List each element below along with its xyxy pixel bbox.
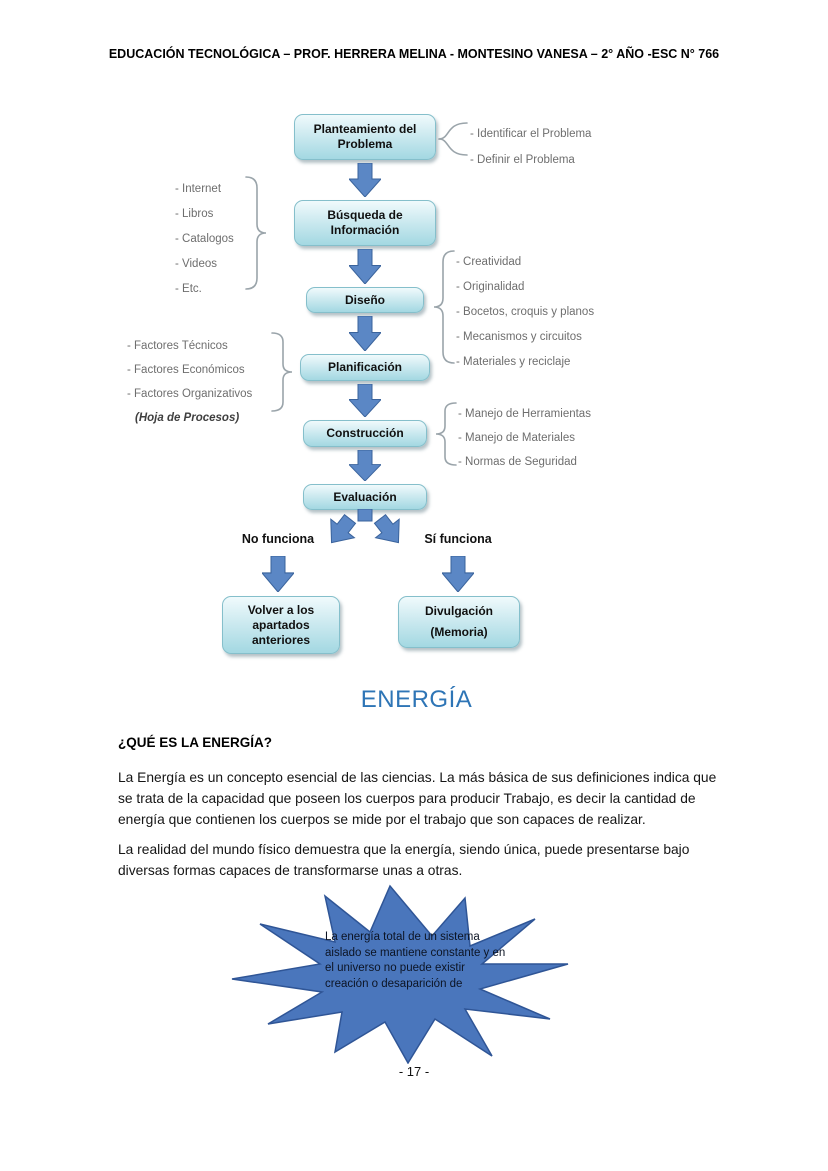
annotation-item: - Normas de Seguridad	[458, 456, 577, 468]
down-arrow-icon	[349, 163, 381, 197]
annotation-item: - Materiales y reciclaje	[456, 356, 571, 368]
branch-label-yes: Sí funciona	[424, 532, 492, 546]
flow-box-evaluacion: Evaluación	[303, 484, 427, 510]
annotation-item: - Catalogos	[175, 233, 234, 245]
right-brace-icon	[270, 332, 294, 412]
annotation-list-diseno	[456, 250, 594, 375]
flow-box-divulgacion-label: Divulgación	[424, 604, 493, 618]
annotation-item: - Internet	[175, 183, 222, 195]
annotation-item: - Bocetos, croquis y planos	[456, 306, 595, 318]
annotation-list-planificacion	[127, 334, 252, 430]
annotation-item: - Creatividad	[456, 256, 522, 268]
annotation-item: - Etc.	[175, 283, 202, 295]
flow-box-divulgacion	[398, 596, 520, 648]
annotation-item: - Mecanismos y circuitos	[456, 331, 582, 343]
annotation-item: - Videos	[175, 258, 217, 270]
down-arrow-icon	[349, 450, 381, 481]
starburst-text: La energía total de un sistema aislado se mantiene constante y en el universo no puede existir creación o desaparición de	[325, 931, 506, 990]
flow-box-busqueda: Búsqueda de Información	[294, 200, 436, 246]
flow-box-volver: Volver a los apartados anteriores	[222, 596, 340, 654]
flow-box-planteamiento: Planteamiento del Problema	[294, 114, 436, 160]
page-number: - 17 -	[398, 1064, 430, 1079]
annotation-item: - Manejo de Herramientas	[458, 408, 591, 420]
annotation-item: - Libros	[175, 208, 214, 220]
annotation-list-busqueda	[175, 177, 234, 302]
branch-label-no: No funciona	[241, 532, 315, 546]
flow-box-divulgacion-sublabel: (Memoria)	[430, 625, 488, 639]
annotation-item: - Originalidad	[456, 281, 525, 293]
down-arrow-icon	[349, 384, 381, 417]
fork-connector-icon	[438, 116, 468, 162]
annotation-item: - Factores Técnicos	[127, 340, 228, 352]
down-arrow-icon	[262, 556, 294, 592]
starburst-callout	[230, 884, 570, 1064]
left-brace-icon	[432, 250, 456, 364]
flow-box-diseno: Diseño	[306, 287, 424, 313]
down-arrow-icon	[442, 556, 474, 592]
annotation-item: - Identificar el Problema	[470, 128, 592, 140]
flow-box-construccion: Construcción	[303, 420, 427, 447]
annotation-item: - Factores Económicos	[127, 364, 245, 376]
document-header: EDUCACIÓN TECNOLÓGICA – PROF. HERRERA MELINA - MONTESINO VANESA – 2° AÑO -ESC N° 766	[108, 47, 720, 61]
section-title: ENERGÍA	[360, 686, 473, 713]
annotation-item: - Manejo de Materiales	[458, 432, 575, 444]
paragraph: La Energía es un concepto esencial de las ciencias. La más básica de sus definiciones indica que se trata de la capacidad que poseen los cuerpos para producir Trabajo, es decir la cantidad de energía que contienen los cuerpos se mide por el trabajo que son capaces de realizar.	[118, 770, 717, 827]
paragraph: La realidad del mundo físico demuestra que la energía, siendo única, puede presentarse bajo diversas formas capaces de transformarse unas a otras.	[118, 842, 690, 878]
down-arrow-icon	[349, 316, 381, 351]
annotation-item: (Hoja de Procesos)	[135, 412, 240, 424]
left-brace-icon	[434, 402, 458, 466]
right-brace-icon	[244, 176, 268, 290]
annotation-item: - Definir el Problema	[470, 154, 575, 166]
annotation-list-problema	[470, 121, 591, 173]
down-arrow-icon	[349, 249, 381, 284]
annotation-item: - Factores Organizativos	[127, 388, 253, 400]
subsection-heading: ¿QUÉ ES LA ENERGÍA?	[118, 735, 273, 750]
annotation-list-construccion	[458, 402, 591, 474]
flow-box-planificacion: Planificación	[300, 354, 430, 381]
